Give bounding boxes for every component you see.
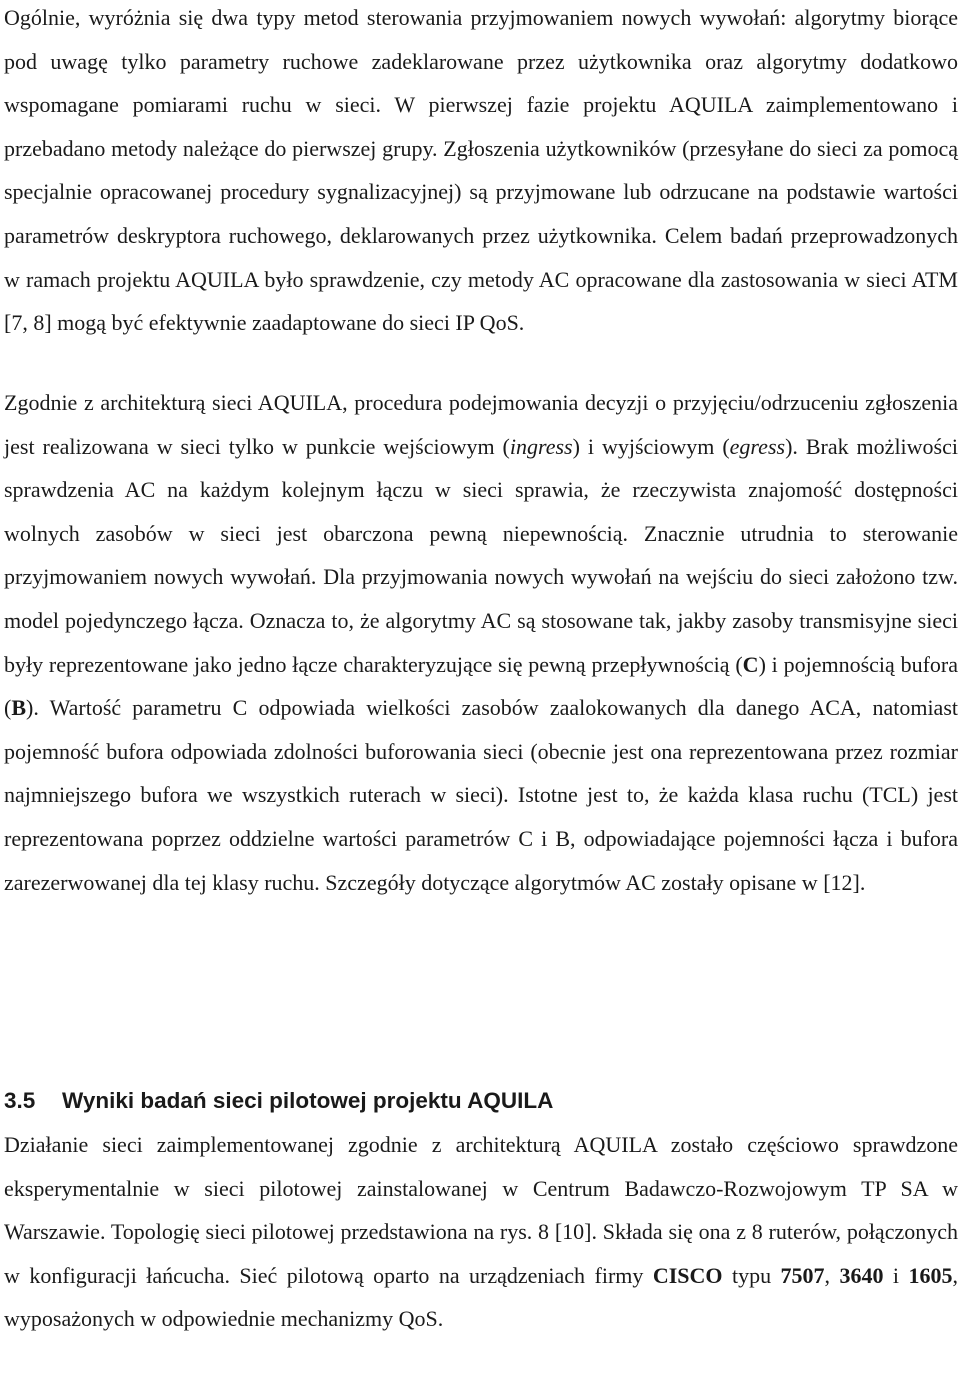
vendor-name: CISCO [652,1262,723,1288]
text-segment: Działanie sieci zaimplementowanej zgodnie z architekturą AQUILA zostało częściowo sprawdzone eksperymentalnie w sieci pilotowej zainstalowanej w Centrum Badawczo-Rozwojowym TP SA w Warszawie. Topologię sieci pilotowej przedstawiona na rys. 8 [10]. Składa się ona z 8 ruterów, połączonych w konfiguracji łańcucha. Sieć pilotową oparto na urządzeniach firmy [4,1132,958,1288]
router-model: 1605 [908,1262,953,1288]
text-segment: Zgodnie z architekturą sieci AQUILA, procedura podejmowania decyzji o przyjęciu/odrzuceniu zgłoszenia jest realizowana w sieci tylko w punkcie wejściowym ( [4,390,958,459]
symbol-buffer: B [11,695,27,721]
section-heading [4,1081,958,1121]
paragraph-aquila-architecture [4,381,958,904]
text-segment: ). Wartość parametru C odpowiada wielkości zasobów zaalokowanych dla danego ACA, natomiast pojemność bufora odpowiada zdolności buforowania sieci (obecnie jest ona reprezentowana przez rozmiar najmniejszego bufora we wszystkich ruterach w sieci). Istotne jest to, że każda klasa ruchu (TCL) jest reprezentowana poprzez oddzielne wartości parametrów C i B, odpowiadające pojemności łącza i bufora zarezerwowanej dla tej klasy ruchu. Szczegóły dotyczące algorytmów AC zostały opisane w [12]. [4,695,958,895]
term-ingress: ingress [509,433,573,459]
paragraph-text: Ogólnie, wyróżnia się dwa typy metod sterowania przyjmowaniem nowych wywołań: algorytmy biorące pod uwagę tylko parametry ruchowe zadeklarowane przez użytkownika oraz algorytmy dodatkowo wspomagane pomiarami ruchu w sieci. W pierwszej fazie projektu AQUILA zaimplementowano i przebadano metody należące do pierwszej grupy. Zgłoszenia użytkowników (przesyłane do sieci za pomocą specjalnie opracowanej procedury sygnalizacyjnej) są przyjmowane lub odrzucane na podstawie wartości parametrów deskryptora ruchowego, deklarowanych przez użytkownika. Celem badań przeprowadzonych w ramach projektu AQUILA było sprawdzenie, czy metody AC opracowane dla zastosowania w sieci ATM [7, 8] mogą być efektywnie zaadaptowane do sieci IP QoS. [4,5,958,336]
text-segment: ) i wyjściowym ( [572,433,730,459]
symbol-capacity: C [742,651,759,677]
paragraph-admission-control-methods [4,0,958,345]
text-segment: i [883,1262,909,1288]
term-egress: egress [729,433,786,459]
paragraph-pilot-network [4,1123,958,1341]
section-title: Wyniki badań sieci pilotowej projektu AQUILA [62,1088,554,1113]
text-segment: ). Brak możliwości sprawdzenia AC na każdym kolejnym łączu w sieci sprawia, że rzeczywista znajomość dostępności wolnych zasobów w sieci jest obarczona pewną niepewnością. Znacznie utrudnia to sterowanie przyjmowaniem nowych wywołań. Dla przyjmowania nowych wywołań na wejściu do sieci założono tzw. model pojedynczego łącza. Oznacza to, że algorytmy AC są stosowane tak, jakby zasoby transmisyjne sieci były reprezentowane jako jedno łącze charakteryzujące się pewną przepływnością ( [4,433,958,677]
router-model: 7507 [780,1262,825,1288]
text-segment: typu [722,1262,781,1288]
text-segment: , [824,1262,840,1288]
section-number: 3.5 [4,1088,36,1113]
text-segment: ) i pojemnością bufora ( [4,651,958,721]
text-segment: , wyposażonych w odpowiednie mechanizmy QoS. [4,1262,958,1332]
router-model: 3640 [839,1262,884,1288]
